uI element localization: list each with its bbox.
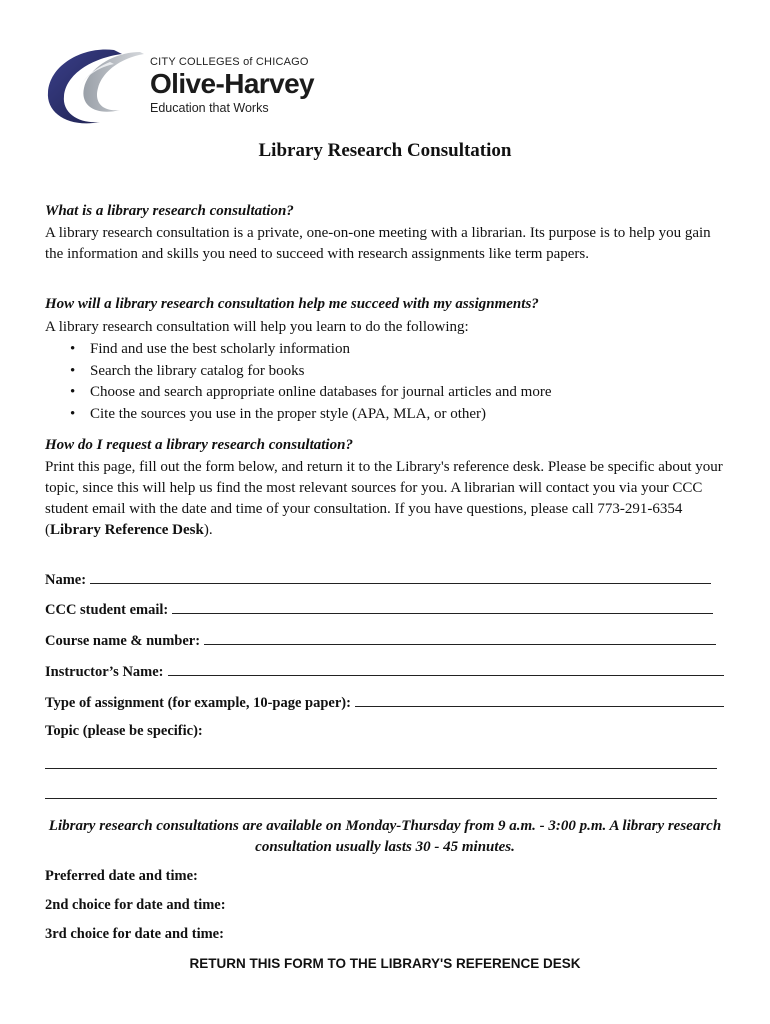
list-item: • Find and use the best scholarly information: [64, 339, 552, 361]
instructor-label: Instructor’s Name:: [45, 664, 164, 680]
email-field[interactable]: [45, 599, 713, 619]
third-choice-label: 3rd choice for date and time:: [45, 926, 224, 942]
assignment-field[interactable]: [45, 692, 724, 712]
request-instructions: Print this page, fill out the form below, and return it to the Library's reference desk. Please be specific about your topic, since this will help us find the most relevant sources for you. A librarian will contact you via your CCC student email with the date and time of your consultation. If you have questions, please call 773-291-6354 (: [45, 459, 723, 538]
return-instruction: RETURN THIS FORM TO THE LIBRARY'S REFERENCE DESK: [189, 956, 581, 971]
topic-line-1[interactable]: [45, 768, 717, 769]
logo-swoosh-icon: [44, 42, 154, 128]
instructor-field[interactable]: [45, 661, 724, 681]
availability-note: Library research consultations are available on Monday-Thursday from 9 a.m. - 3:00 p.m. A library research consultation usually lasts 30 - 45 minutes.: [48, 818, 722, 855]
name-line[interactable]: [90, 569, 711, 584]
answer-how-help-intro: A library research consultation will help you learn to do the following:: [45, 319, 469, 335]
list-item: • Search the library catalog for books: [64, 361, 552, 383]
logo-college-name: Olive-Harvey: [150, 68, 315, 99]
name-label: Name:: [45, 572, 87, 588]
name-field[interactable]: [45, 569, 711, 589]
question-how-request: How do I request a library research consultation?: [45, 437, 353, 453]
logo-wordmark: [150, 56, 314, 115]
benefits-list: [64, 339, 552, 425]
assignment-label: Type of assignment (for example, 10-page paper):: [45, 695, 351, 711]
topic-line-2[interactable]: [45, 798, 717, 799]
request-instructions-end: ).: [203, 522, 213, 538]
topic-field: [45, 723, 203, 740]
course-label: Course name & number:: [45, 633, 201, 649]
logo-college-system: CITY COLLEGES of CHICAGO: [150, 56, 309, 68]
email-line[interactable]: [172, 599, 713, 614]
instructor-line[interactable]: [168, 661, 724, 676]
email-label: CCC student email:: [45, 602, 169, 618]
question-how-help: How will a library research consultation help me succeed with my assignments?: [45, 296, 539, 312]
assignment-line[interactable]: [355, 692, 724, 707]
page-title: Library Research Consultation: [258, 140, 512, 161]
topic-label: Topic (please be specific):: [45, 723, 203, 739]
course-field[interactable]: [45, 630, 716, 650]
list-item: • Choose and search appropriate online databases for journal articles and more: [64, 382, 552, 404]
logo-tagline: Education that Works: [150, 101, 269, 115]
answer-what-is: A library research consultation is a private, one-on-one meeting with a librarian. Its purpose is to help you gain the information and skills you need to succeed with research assignments like term papers.: [45, 225, 711, 262]
answer-how-request: [45, 457, 725, 541]
preferred-date-label: Preferred date and time:: [45, 868, 198, 884]
list-item: • Cite the sources you use in the proper style (APA, MLA, or other): [64, 404, 552, 426]
course-line[interactable]: [204, 630, 716, 645]
question-what-is: What is a library research consultation?: [45, 203, 294, 219]
second-choice-label: 2nd choice for date and time:: [45, 897, 226, 913]
reference-desk-label: Library Reference Desk: [50, 522, 204, 538]
